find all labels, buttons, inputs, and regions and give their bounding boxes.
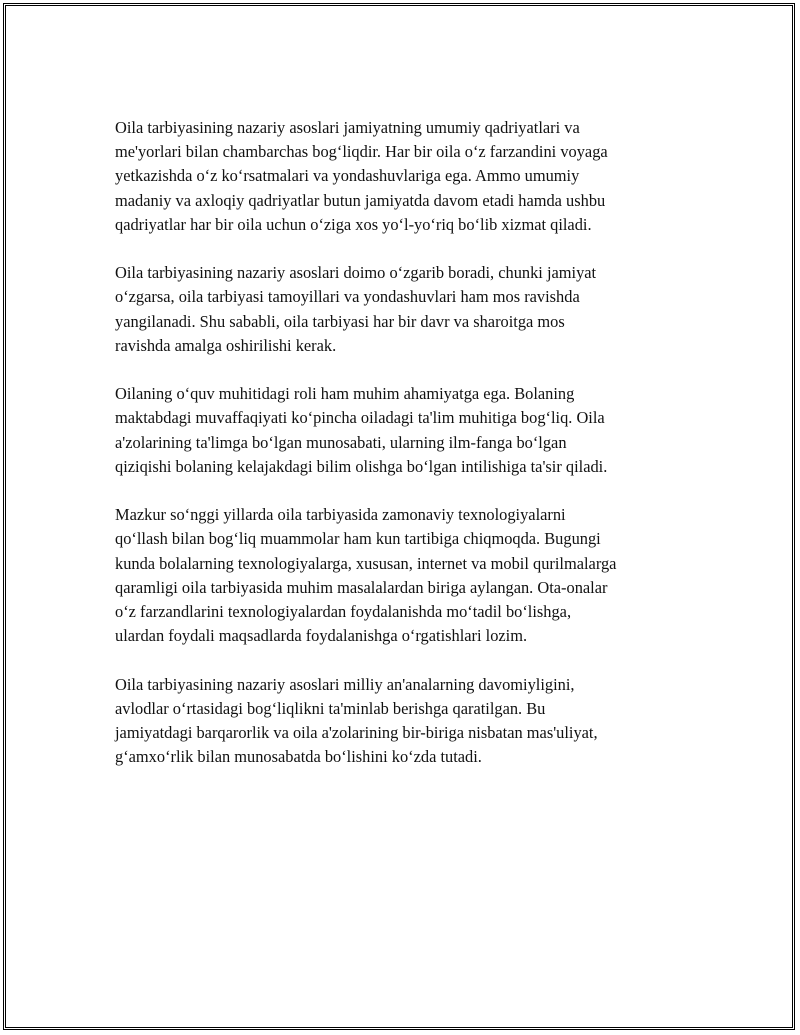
text-line: g‘amxo‘rlik bilan munosabatda bo‘lishini ko‘zda tutadi. — [115, 747, 482, 767]
document-body — [115, 116, 690, 794]
paragraph-1 — [115, 116, 690, 237]
text-line: o‘z farzandlarini texnologiyalardan foydalanishda mo‘tadil bo‘lishga, — [115, 602, 572, 622]
text-line: yetkazishda o‘z ko‘rsatmalari va yondashuvlariga ega. Ammo umumiy — [115, 166, 580, 186]
text-line: Oila tarbiyasining nazariy asoslari milliy an'analarning davomiyligini, — [115, 674, 575, 694]
paragraph-4 — [115, 503, 690, 648]
text-line: ravishda amalga oshirilishi kerak. — [115, 335, 337, 355]
text-line: qadriyatlar har bir oila uchun o‘ziga xos yo‘l-yo‘riq bo‘lib xizmat qiladi. — [115, 214, 592, 234]
text-line: me'yorlari bilan chambarchas bog‘liqdir. Har bir oila o‘z farzandini voyaga — [115, 142, 608, 162]
text-line: qo‘llash bilan bog‘liq muammolar ham kun tartibiga chiqmoqda. Bugungi — [115, 529, 601, 549]
text-line: Oila tarbiyasining nazariy asoslari doimo o‘zgarib boradi, chunki jamiyat — [115, 263, 597, 283]
text-line: madaniy va axloqiy qadriyatlar butun jamiyatda davom etadi hamda ushbu — [115, 190, 606, 210]
text-line: avlodlar o‘rtasidagi bog‘liqlikni ta'minlab berishga qaratilgan. Bu — [115, 698, 546, 718]
text-line: ulardan foydali maqsadlarda foydalanishga o‘rgatishlari lozim. — [115, 626, 528, 646]
text-line: o‘zgarsa, oila tarbiyasi tamoyillari va yondashuvlari ham mos ravishda — [115, 287, 580, 307]
text-line: a'zolarining ta'limga bo‘lgan munosabati, ularning ilm-fanga bo‘lgan — [115, 432, 567, 452]
text-line: jamiyatdagi barqarorlik va oila a'zolarining bir-biriga nisbatan mas'uliyat, — [115, 723, 598, 743]
text-line: yangilanadi. Shu sababli, oila tarbiyasi har bir davr va sharoitga mos — [115, 311, 565, 331]
text-line: Oilaning o‘quv muhitidagi roli ham muhim ahamiyatga ega. Bolaning — [115, 384, 575, 404]
text-line: maktabdagi muvaffaqiyati ko‘pincha oiladagi ta'lim muhitiga bog‘liq. Oila — [115, 408, 605, 428]
text-line: qaramligi oila tarbiyasida muhim masalalardan biriga aylangan. Ota-onalar — [115, 577, 608, 597]
paragraph-3 — [115, 382, 690, 479]
text-line: Oila tarbiyasining nazariy asoslari jamiyatning umumiy qadriyatlari va — [115, 118, 580, 137]
text-line: kunda bolalarning texnologiyalarga, xususan, internet va mobil qurilmalarga — [115, 553, 617, 573]
text-line: qiziqishi bolaning kelajakdagi bilim olishga bo‘lgan intilishiga ta'sir qiladi. — [115, 456, 608, 476]
text-line: Mazkur so‘nggi yillarda oila tarbiyasida zamonaviy texnologiyalarni — [115, 505, 566, 525]
paragraph-5 — [115, 673, 690, 770]
paragraph-2 — [115, 261, 690, 358]
